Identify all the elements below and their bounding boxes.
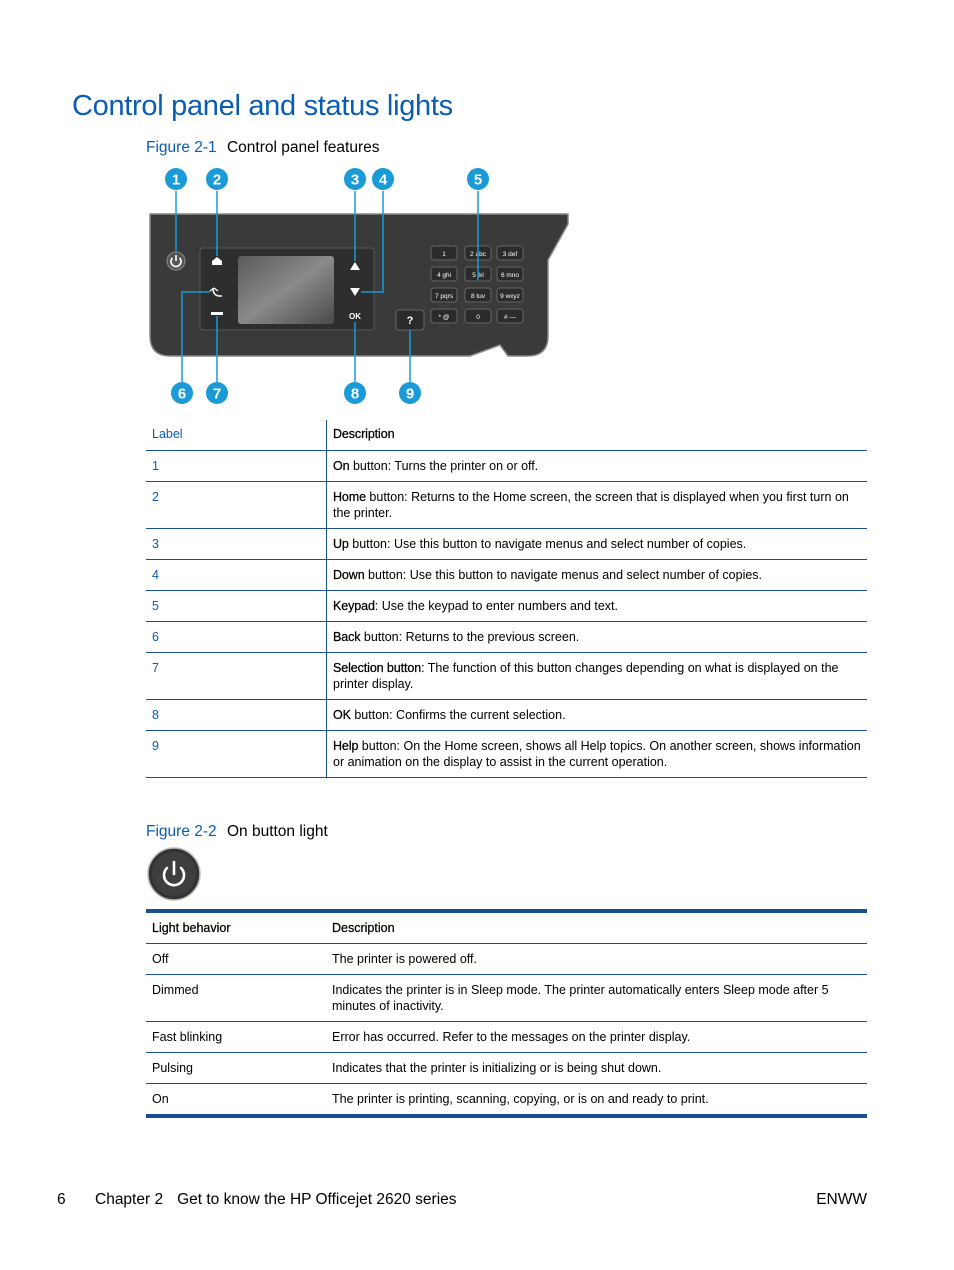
callout-9	[399, 382, 421, 404]
control-description: button: Turns the printer on or off.	[349, 459, 539, 473]
label-number: 2	[146, 482, 327, 529]
callout-number: 4	[378, 171, 388, 189]
label-row-7	[146, 653, 867, 700]
ok-button[interactable]: OK	[349, 312, 361, 321]
keypad-key-label: 1	[442, 251, 446, 258]
control-description: button: Use this button to navigate menus and select number of copies.	[348, 537, 747, 551]
keypad-key-label: # —	[504, 314, 516, 321]
keypad-key[interactable]	[465, 309, 491, 323]
figure-1-caption	[146, 139, 379, 157]
figure-2-title: On button light	[226, 823, 328, 840]
control-name: Back	[333, 630, 361, 644]
control-name: OK	[333, 708, 351, 722]
control-name: Help	[333, 739, 359, 753]
control-panel-label-table	[146, 420, 867, 778]
label-row-2	[146, 482, 867, 529]
label-description	[327, 482, 868, 529]
control-description: button: Use this button to navigate menus and select number of copies.	[364, 568, 763, 582]
keypad-key[interactable]	[431, 288, 457, 302]
figure-2-number: Figure 2-2	[146, 823, 217, 840]
keypad-key-label: 3 def	[502, 251, 518, 258]
callout-number: 1	[171, 171, 181, 189]
label-number: 9	[146, 731, 327, 778]
callout-number: 7	[212, 385, 222, 403]
light-behavior: Dimmed	[146, 975, 326, 1022]
label-row-8	[146, 700, 867, 731]
callout-number: 9	[405, 385, 415, 403]
callout-8	[344, 382, 366, 404]
callout-number: 8	[350, 385, 360, 403]
label-description	[327, 622, 868, 653]
help-button[interactable]	[396, 310, 424, 330]
footer-page-number: 6	[57, 1191, 66, 1208]
callout-4	[372, 168, 394, 190]
page-title: Control panel and status lights	[72, 90, 453, 122]
selection-button[interactable]	[211, 312, 223, 315]
control-name: Home	[333, 490, 366, 504]
callout-5	[467, 168, 489, 190]
control-name: Selection button	[333, 661, 422, 675]
callout-number: 2	[212, 171, 222, 189]
callout-7	[206, 382, 228, 404]
keypad-key[interactable]	[497, 246, 523, 260]
label-description	[327, 731, 868, 778]
light-behavior: Pulsing	[146, 1053, 326, 1084]
label-number: 3	[146, 529, 327, 560]
control-description: button: On the Home screen, shows all Help topics. On another screen, shows information or animation on the display to assist in the current operation.	[333, 739, 861, 769]
figure-2-caption	[146, 823, 328, 841]
control-name: On	[333, 459, 350, 473]
keypad-key[interactable]	[431, 309, 457, 323]
control-description: : The function of this button changes depending on what is displayed on the printer display.	[333, 661, 839, 691]
keypad-key[interactable]	[497, 288, 523, 302]
label-number: 7	[146, 653, 327, 700]
light-description-column-header: Description	[326, 911, 867, 944]
callout-2	[206, 168, 228, 190]
control-description: : Use the keypad to enter numbers and text.	[374, 599, 618, 613]
callout-3	[344, 168, 366, 190]
label-row-6	[146, 622, 867, 653]
label-number: 6	[146, 622, 327, 653]
light-behavior-column-header: Light behavior	[146, 911, 326, 944]
footer-chapter-title: Get to know the HP Officejet 2620 series	[177, 1191, 457, 1208]
keypad-key-label: 9 wxyz	[500, 293, 520, 300]
control-panel-figure	[140, 160, 580, 410]
keypad-key-label: 0	[476, 314, 480, 321]
label-description	[327, 591, 868, 622]
keypad-key[interactable]	[431, 246, 457, 260]
label-description	[327, 653, 868, 700]
callout-6	[171, 382, 193, 404]
keypad-key[interactable]	[497, 267, 523, 281]
control-description: button: Confirms the current selection.	[350, 708, 566, 722]
light-row-1	[146, 944, 867, 975]
keypad-key[interactable]	[465, 288, 491, 302]
callout-number: 5	[473, 171, 483, 189]
light-description: Indicates the printer is in Sleep mode. The printer automatically enters Sleep mode after 5 minutes of inactivity.	[326, 975, 867, 1022]
label-row-5	[146, 591, 867, 622]
label-row-4	[146, 560, 867, 591]
footer-code: ENWW	[816, 1191, 867, 1208]
label-number: 1	[146, 451, 327, 482]
footer-chapter-number: Chapter 2	[95, 1191, 164, 1208]
control-name: Down	[333, 568, 365, 582]
callout-number: 6	[177, 385, 187, 403]
keypad-key-label: 8 tuv	[470, 293, 486, 300]
control-description: button: Returns to the Home screen, the screen that is displayed when you first turn on the printer.	[333, 490, 849, 520]
light-row-4	[146, 1053, 867, 1084]
light-description: The printer is printing, scanning, copying, or is on and ready to print.	[332, 1092, 709, 1106]
label-description	[327, 451, 868, 482]
light-row-3	[146, 1022, 867, 1053]
keypad-key-label: 5 jkl	[472, 272, 484, 279]
label-row-9	[146, 731, 867, 778]
on-light-behavior-table	[146, 909, 867, 1118]
label-row-1	[146, 451, 867, 482]
keypad-key-label: * @	[438, 314, 450, 321]
label-description	[327, 560, 868, 591]
callout-1	[165, 168, 187, 190]
light-description: Error has occurred. Refer to the messages on the printer display.	[326, 1022, 867, 1053]
keypad-key-label: 6 mno	[500, 272, 520, 279]
light-description: Indicates that the printer is initializing or is being shut down.	[326, 1053, 867, 1084]
keypad-key[interactable]	[431, 267, 457, 281]
keypad-key[interactable]	[497, 309, 523, 323]
on-button[interactable]	[167, 252, 185, 270]
footer-chapter	[95, 1191, 457, 1209]
light-description: The printer is powered off.	[326, 944, 867, 975]
label-number: 4	[146, 560, 327, 591]
description-column-header: Description	[327, 420, 868, 451]
light-behavior: Off	[146, 944, 326, 975]
keypad-key-label: 2 abc	[470, 251, 486, 258]
control-name: Keypad	[333, 599, 375, 613]
light-row-5	[146, 1084, 867, 1117]
label-description	[327, 529, 868, 560]
display-screen	[238, 256, 334, 324]
on-button-light-icon	[146, 846, 202, 902]
control-description: button: Returns to the previous screen.	[360, 630, 580, 644]
figure-1-number: Figure 2-1	[146, 139, 217, 156]
light-behavior: Fast blinking	[146, 1022, 326, 1053]
light-behavior: On	[152, 1092, 169, 1106]
keypad-key-label: 7 pqrs	[434, 293, 454, 300]
label-column-header: Label	[146, 420, 327, 451]
light-row-2	[146, 975, 867, 1022]
callout-number: 3	[350, 171, 360, 189]
label-number: 5	[146, 591, 327, 622]
control-name: Up	[333, 537, 349, 551]
label-number: 8	[146, 700, 327, 731]
label-description	[327, 700, 868, 731]
label-row-3	[146, 529, 867, 560]
figure-1-title: Control panel features	[226, 139, 380, 156]
keypad-key-label: 4 ghi	[436, 272, 452, 279]
help-key-label: ?	[406, 315, 414, 327]
